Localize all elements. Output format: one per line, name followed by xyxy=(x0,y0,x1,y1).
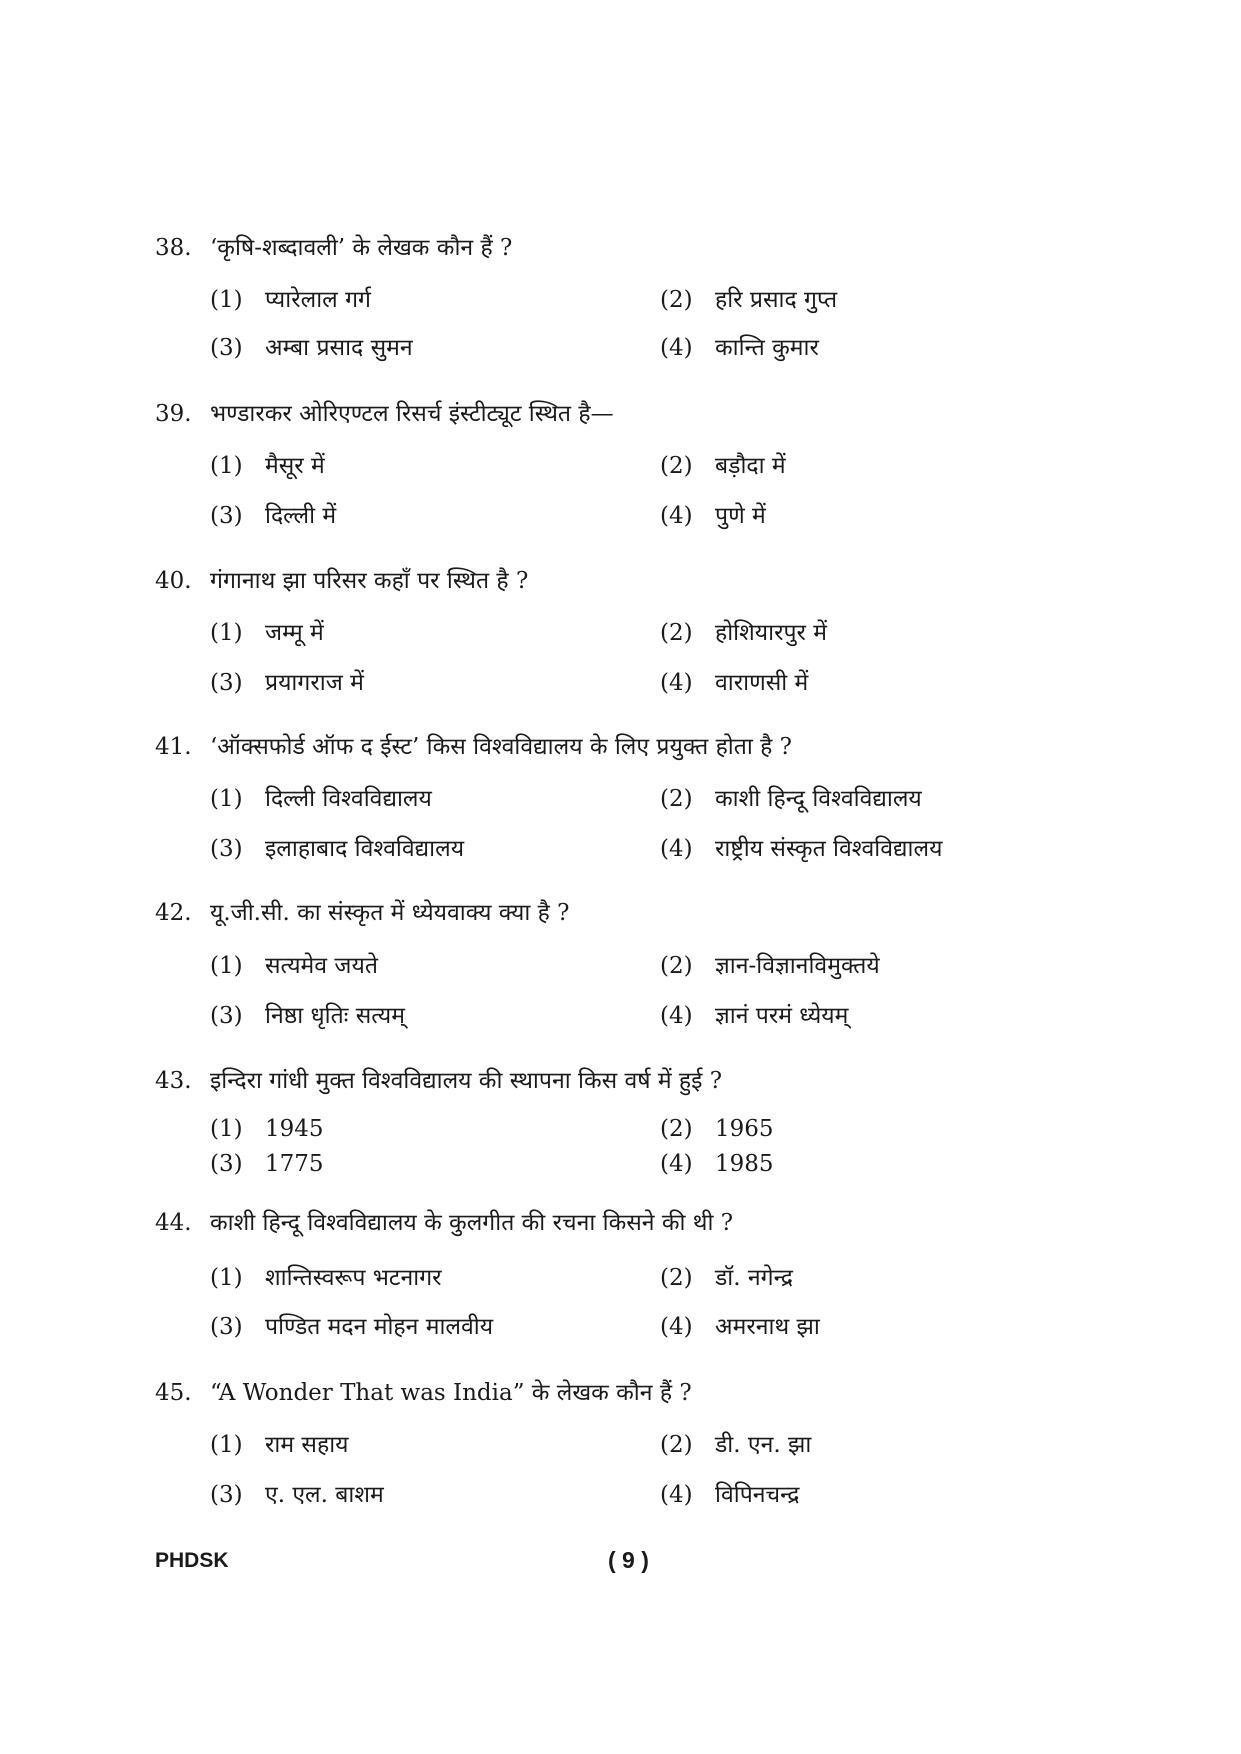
option-text: ज्ञानं परमं ध्येयम् xyxy=(715,1003,849,1029)
question-block xyxy=(155,898,1115,928)
option-text: सत्यमेव जयते xyxy=(265,953,378,979)
option-number: (3) xyxy=(210,670,243,696)
option-item xyxy=(210,1114,324,1144)
option-text: जम्मू में xyxy=(265,620,324,646)
option-text: अमरनाथ झा xyxy=(715,1314,820,1340)
option-number: (3) xyxy=(210,503,243,529)
option-item xyxy=(210,1430,349,1460)
option-item xyxy=(660,834,942,864)
question-block xyxy=(155,233,1115,263)
option-number: (1) xyxy=(210,1432,243,1458)
option-text: होशियारपुर में xyxy=(715,620,828,646)
option-number: (1) xyxy=(210,1265,243,1291)
option-text: मैसूर में xyxy=(265,453,325,479)
option-number: (3) xyxy=(210,1482,243,1508)
option-text: डी. एन. झा xyxy=(715,1432,812,1458)
option-number: (2) xyxy=(660,786,693,812)
option-text: कान्ति कुमार xyxy=(715,335,819,361)
option-item xyxy=(210,451,325,481)
question-block xyxy=(155,399,1115,429)
option-text: विपिनचन्द्र xyxy=(715,1482,800,1508)
option-number: (2) xyxy=(660,620,693,646)
option-number: (2) xyxy=(660,953,693,979)
option-number: (3) xyxy=(210,335,243,361)
option-text: 1985 xyxy=(715,1151,774,1177)
option-item xyxy=(210,834,464,864)
option-text: पुणे में xyxy=(715,503,766,529)
question-text: इन्दिरा गांधी मुक्त विश्वविद्यालय की स्थापना किस वर्ष में हुई ? xyxy=(210,1068,723,1094)
option-item xyxy=(660,501,766,531)
option-number: (4) xyxy=(660,1314,693,1340)
option-text: दिल्ली विश्वविद्यालय xyxy=(265,786,432,812)
question-block xyxy=(155,566,1115,596)
question-block xyxy=(155,1378,1115,1408)
question-text: “A Wonder That was India” के लेखक कौन हैं ? xyxy=(210,1380,692,1406)
option-number: (3) xyxy=(210,1151,243,1177)
question-number: 43. xyxy=(155,1068,192,1094)
option-number: (2) xyxy=(660,1432,693,1458)
option-number: (1) xyxy=(210,1116,243,1142)
option-item xyxy=(210,285,371,315)
option-number: (3) xyxy=(210,1003,243,1029)
option-item xyxy=(210,333,413,363)
option-item xyxy=(660,1001,848,1031)
option-item xyxy=(210,951,378,981)
option-text: डॉ. नगेन्द्र xyxy=(715,1265,793,1291)
option-item xyxy=(660,1114,774,1144)
option-text: ए. एल. बाशम xyxy=(265,1482,384,1508)
option-item xyxy=(210,1263,442,1293)
option-number: (4) xyxy=(660,1482,693,1508)
option-item xyxy=(660,333,819,363)
option-number: (1) xyxy=(210,620,243,646)
question-number: 44. xyxy=(155,1210,192,1236)
option-text: ज्ञान-विज्ञानविमुक्तये xyxy=(715,953,880,979)
question-text: गंगानाथ झा परिसर कहाँ पर स्थित है ? xyxy=(210,568,529,594)
option-item xyxy=(660,1480,799,1510)
question-text: काशी हिन्दू विश्वविद्यालय के कुलगीत की रचना किसने की थी ? xyxy=(210,1210,734,1236)
option-number: (4) xyxy=(660,1151,693,1177)
option-item xyxy=(660,668,808,698)
question-text: ‘कृषि-शब्दावली’ के लेखक कौन हैं ? xyxy=(210,235,513,261)
option-text: शान्तिस्वरूप भटनागर xyxy=(265,1265,442,1291)
option-text: 1965 xyxy=(715,1116,774,1142)
option-text: अम्बा प्रसाद सुमन xyxy=(265,335,413,361)
option-text: बड़ौदा में xyxy=(715,453,786,479)
option-item xyxy=(210,1149,324,1179)
option-text: प्रयागराज में xyxy=(265,670,364,696)
question-number: 38. xyxy=(155,235,192,261)
option-number: (3) xyxy=(210,836,243,862)
question-text: भण्डारकर ओरिएण्टल रिसर्च इंस्टीट्यूट स्थित है— xyxy=(210,401,614,427)
option-item xyxy=(660,1430,811,1460)
option-item xyxy=(210,668,364,698)
option-number: (4) xyxy=(660,1003,693,1029)
option-text: काशी हिन्दू विश्वविद्यालय xyxy=(715,786,922,812)
option-text: हरि प्रसाद गुप्त xyxy=(715,287,838,313)
question-block xyxy=(155,1208,1115,1238)
option-number: (4) xyxy=(660,836,693,862)
question-number: 45. xyxy=(155,1380,192,1406)
paper-code: PHDSK xyxy=(155,1549,229,1572)
option-item xyxy=(660,1263,793,1293)
option-item xyxy=(210,618,324,648)
question-block xyxy=(155,1066,1115,1096)
option-number: (1) xyxy=(210,786,243,812)
option-number: (1) xyxy=(210,453,243,479)
option-text: पण्डित मदन मोहन मालवीय xyxy=(265,1314,494,1340)
option-number: (1) xyxy=(210,287,243,313)
option-number: (4) xyxy=(660,335,693,361)
option-number: (2) xyxy=(660,1265,693,1291)
option-text: इलाहाबाद विश्वविद्यालय xyxy=(265,836,465,862)
option-number: (2) xyxy=(660,287,693,313)
option-text: 1775 xyxy=(265,1151,324,1177)
option-number: (4) xyxy=(660,503,693,529)
question-number: 40. xyxy=(155,568,192,594)
question-number: 39. xyxy=(155,401,192,427)
option-item xyxy=(210,1001,405,1031)
option-item xyxy=(660,1312,820,1342)
option-text: 1945 xyxy=(265,1116,324,1142)
option-text: दिल्ली में xyxy=(265,503,337,529)
option-item xyxy=(660,784,922,814)
option-item xyxy=(660,285,837,315)
option-item xyxy=(660,1149,774,1179)
option-item xyxy=(210,784,432,814)
option-item xyxy=(210,1312,493,1342)
option-number: (2) xyxy=(660,453,693,479)
question-text: यू.जी.सी. का संस्कृत में ध्येयवाक्य क्या है ? xyxy=(210,900,570,926)
option-text: राम सहाय xyxy=(265,1432,349,1458)
option-item xyxy=(660,951,880,981)
page-number: ( 9 ) xyxy=(608,1547,649,1573)
option-number: (4) xyxy=(660,670,693,696)
option-text: प्यारेलाल गर्ग xyxy=(265,287,371,313)
question-number: 41. xyxy=(155,734,192,760)
option-number: (3) xyxy=(210,1314,243,1340)
question-block xyxy=(155,732,1115,762)
option-item xyxy=(210,1480,384,1510)
option-item xyxy=(660,618,827,648)
option-number: (2) xyxy=(660,1116,693,1142)
option-text: वाराणसी में xyxy=(715,670,809,696)
option-text: निष्ठा धृतिः सत्यम् xyxy=(265,1003,406,1029)
question-number: 42. xyxy=(155,900,192,926)
option-number: (1) xyxy=(210,953,243,979)
option-item xyxy=(210,501,336,531)
option-text: राष्ट्रीय संस्कृत विश्वविद्यालय xyxy=(715,836,943,862)
question-text: ‘ऑक्सफोर्ड ऑफ द ईस्ट’ किस विश्वविद्यालय के लिए प्रयुक्त होता है ? xyxy=(210,734,793,760)
option-item xyxy=(660,451,786,481)
